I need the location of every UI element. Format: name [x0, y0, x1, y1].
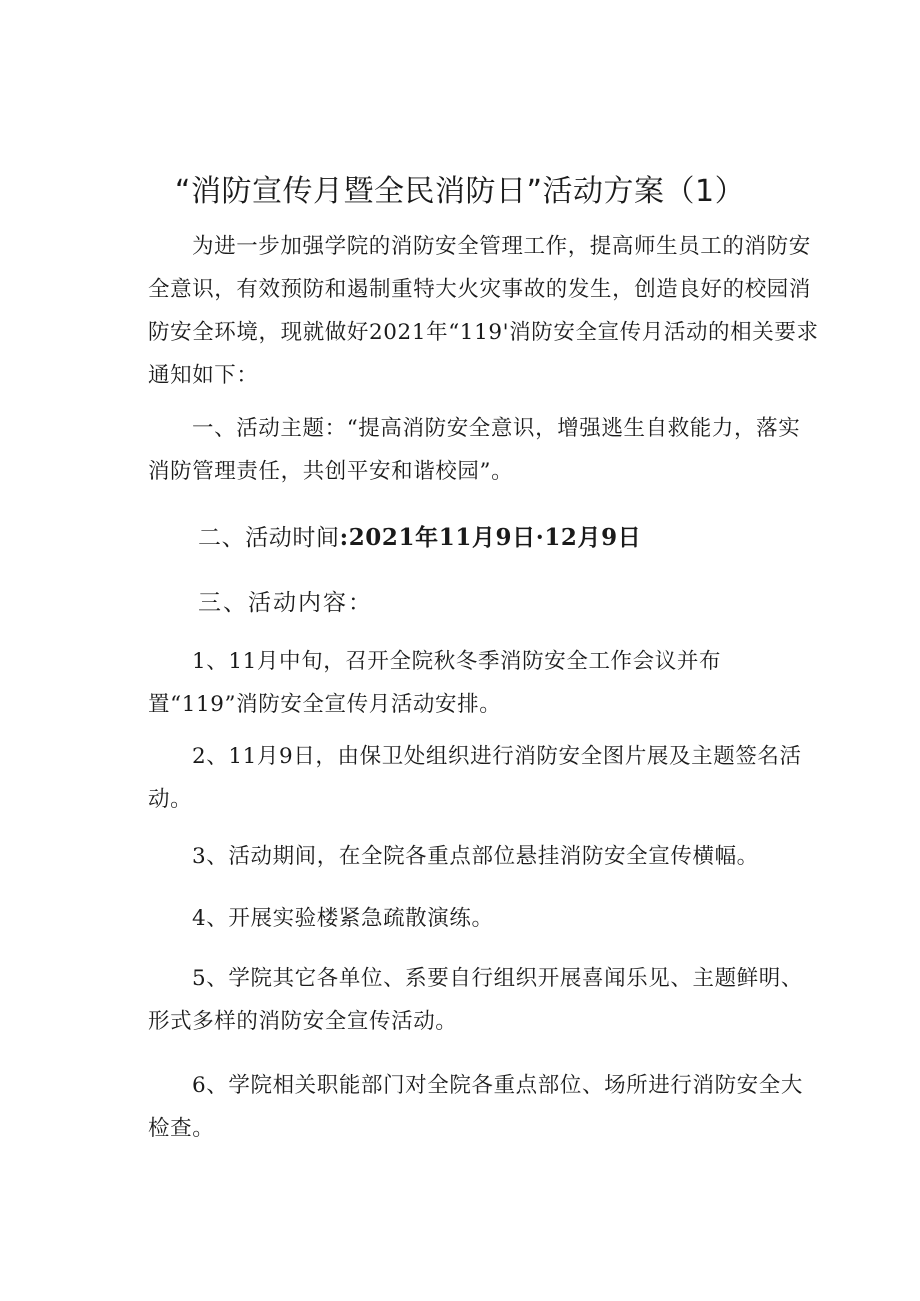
list-item: 5、学院其它各单位、系要自行组织开展喜闻乐见、主题鲜明、形式多样的消防安全宣传活动。 — [148, 966, 803, 1034]
list-item: 1、11月中旬，召开全院秋冬季消防安全工作会议并布置“119”消防安全宣传月活动安排。 — [148, 649, 722, 717]
section-time-value: :2021年11月9日·12月9日 — [339, 524, 642, 551]
section-theme: 一、活动主题：“提高消防安全意识，增强逃生自救能力，落实消防管理责任，共创平安和谐校园”。 — [148, 416, 801, 484]
list-item: 4、开展实验楼紧急疏散演练。 — [192, 906, 494, 931]
intro-paragraph: 为进一步加强学院的消防安全管理工作，提高师生员工的消防安全意识，有效预防和遏制重特大火灾事故的发生，创造良好的校园消防安全环境，现就做好2021年“119'消防安全宣传月活动的相关要求通知如下： — [148, 234, 819, 388]
list-item: 2、11月9日，由保卫处组织进行消防安全图片展及主题签名活动。 — [148, 744, 802, 812]
section-time — [148, 516, 820, 560]
section-content-heading: 三、活动内容： — [198, 590, 373, 616]
list-item: 6、学院相关职能部门对全院各重点部位、场所进行消防安全大检查。 — [148, 1073, 803, 1141]
section-time-label: 二、活动时间 — [198, 525, 340, 551]
document-title: “消防宣传月暨全民消防日”活动方案（1） — [174, 174, 746, 209]
list-item: 3、活动期间，在全院各重点部位悬挂消防安全宣传横幅。 — [192, 844, 759, 869]
